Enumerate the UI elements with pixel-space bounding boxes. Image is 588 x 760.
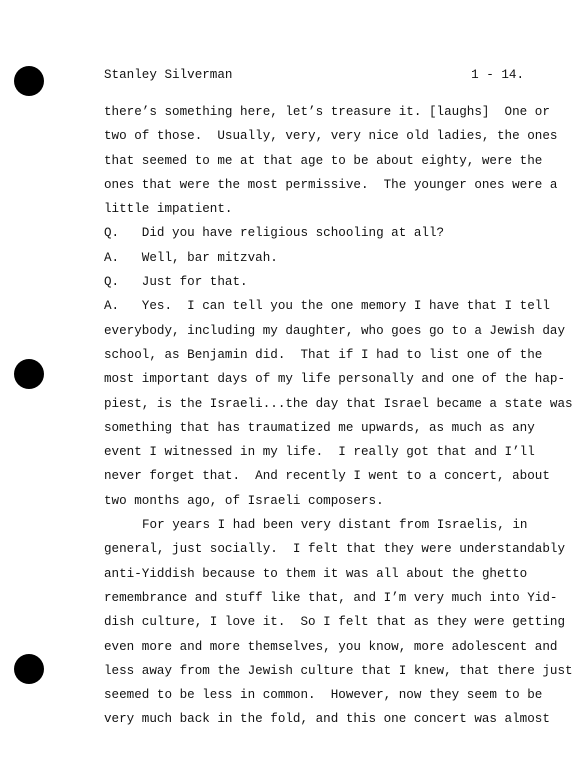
transcript-line: even more and more themselves, you know, more adolescent and xyxy=(104,639,558,654)
binder-hole xyxy=(14,66,44,96)
binder-hole xyxy=(14,359,44,389)
transcript-line: there’s something here, let’s treasure it. [laughs] One or xyxy=(104,105,550,119)
transcript-line: Q. Just for that. xyxy=(104,275,248,290)
transcript-line: two months ago, of Israeli composers. xyxy=(104,493,384,508)
transcript-line: A. Well, bar mitzvah. xyxy=(104,250,278,265)
transcript-line: everybody, including my daughter, who goes go to a Jewish day xyxy=(104,323,566,338)
transcript-line: little impatient. xyxy=(104,202,233,217)
transcript-line: never forget that. And recently I went to a concert, about xyxy=(104,469,550,484)
transcript-line: most important days of my life personally and one of the hap- xyxy=(104,372,566,387)
transcript-line: ones that were the most permissive. The younger ones were a xyxy=(104,177,558,192)
page-number: 1 - 14. xyxy=(471,68,524,82)
transcript-line: general, just socially. I felt that they were understandably xyxy=(104,542,566,557)
transcript-line: very much back in the fold, and this one concert was almost xyxy=(104,712,550,727)
transcript-line: two of those. Usually, very, very nice old ladies, the ones xyxy=(104,129,558,144)
transcript-line: piest, is the Israeli...the day that Israel became a state was xyxy=(104,396,573,411)
transcript-line: something that has traumatized me upwards, as much as any xyxy=(104,420,535,435)
transcript-line: Q. Did you have religious schooling at all? xyxy=(104,226,445,241)
binder-hole xyxy=(14,654,44,684)
transcript-line: remembrance and stuff like that, and I’m very much into Yid- xyxy=(104,590,558,605)
transcript-line: seemed to be less in common. However, now they seem to be xyxy=(104,688,543,703)
interviewee-name: Stanley Silverman xyxy=(104,68,233,82)
transcript-line: A. Yes. I can tell you the one memory I have that I tell xyxy=(104,299,550,314)
transcript-line: dish culture, I love it. So I felt that as they were getting xyxy=(104,615,566,630)
transcript-body xyxy=(104,100,573,732)
transcript-line: less away from the Jewish culture that I knew, that there just xyxy=(104,663,573,678)
transcript-line: school, as Benjamin did. That if I had to list one of the xyxy=(104,347,543,362)
transcript-line: anti-Yiddish because to them it was all about the ghetto xyxy=(104,566,528,581)
transcript-line: For years I had been very distant from Israelis, in xyxy=(142,518,528,533)
transcript-line: event I witnessed in my life. I really got that and I’ll xyxy=(104,445,535,460)
transcript-line: that seemed to me at that age to be about eighty, were the xyxy=(104,153,543,168)
